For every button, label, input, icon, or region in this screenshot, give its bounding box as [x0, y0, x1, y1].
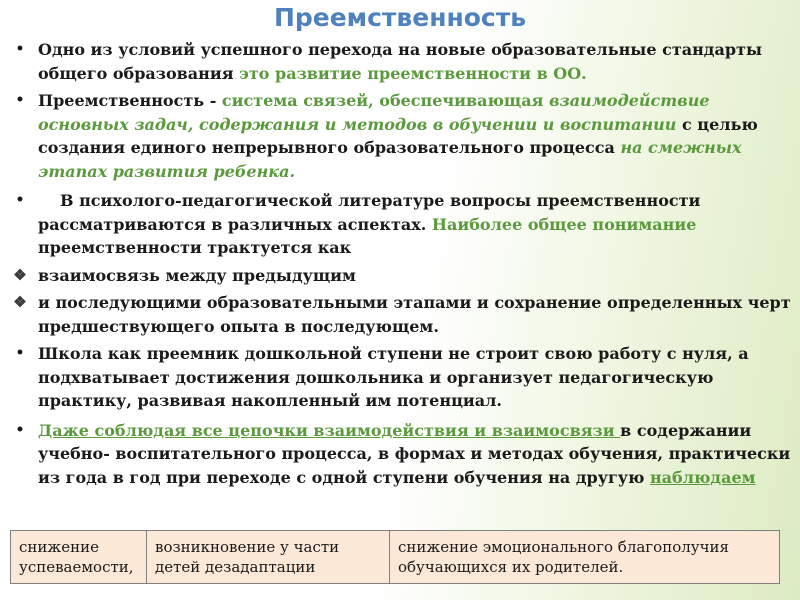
diamond-bullet-icon: ❖: [13, 265, 27, 284]
bullet-item-4: [10, 342, 800, 413]
slide-content: [10, 38, 800, 489]
diamond-item-2-text: и последующими образовательными этапами и сохранение определенных черт предшествующего опыта в последующем.: [38, 293, 791, 336]
bullet-icon: •: [15, 192, 25, 208]
bullet-item-3: [10, 189, 800, 260]
item-5-underlined: Даже соблюдая все цепочки взаимодействия и взаимосвязи: [38, 420, 621, 440]
diamond-item-2: [10, 291, 800, 338]
item-2-green: система связей, обеспечивающая: [221, 91, 549, 110]
item-4-text: Школа как преемник дошкольной ступени не строит свою работу с нуля, а подхватывает достижения дошкольника и организует педагогическую практику, развивая накопленный им потенциал.: [38, 344, 749, 410]
slide-title: Преемственность: [273, 3, 527, 32]
item-5-end: наблюдаем: [649, 467, 756, 487]
diamond-item-1-text: взаимосвязь между предыдущим: [38, 265, 356, 285]
consequences-table: [10, 530, 780, 584]
table-cell-1: снижение успеваемости,: [11, 531, 147, 584]
bullet-item-2: [10, 89, 800, 183]
item-3-text: В психолого-педагогической литературе вопросы преемственности рассматриваются в различных аспектах.: [38, 191, 701, 234]
bullet-icon: •: [15, 345, 25, 361]
item-2-text: с целью создания единого непрерывного образовательного процесса: [38, 114, 758, 157]
table-cell-2: возникновение у части детей дезадаптации: [147, 531, 390, 584]
item-2-lead: Преемственность -: [38, 91, 222, 110]
item-1-text: Одно из условий успешного перехода на новые образовательные стандарты общего образования: [38, 40, 762, 83]
bullet-icon: •: [15, 41, 25, 57]
bullet-icon: •: [15, 421, 25, 438]
diamond-item-1: [10, 264, 800, 288]
item-1-green-text: это развитие преемственности в ОО.: [239, 63, 587, 83]
diamond-bullet-icon: ❖: [13, 293, 27, 311]
item-3-green: Наиболее общее понимание: [431, 214, 697, 234]
bullet-item-1: [10, 38, 800, 85]
table-row: [11, 531, 780, 584]
bullet-item-5: [10, 419, 800, 490]
table-cell-3: снижение эмоционального благополучия обучающихся их родителей.: [390, 531, 780, 584]
item-3-text-2: преемственности трактуется как: [38, 238, 352, 257]
bullet-icon: •: [15, 92, 25, 108]
item-5-text: в содержании учебно- воспитательного процесса, в формах и методах обучения, практически из года в год при переходе с одной ступени обучения на другую: [38, 420, 791, 487]
item-2-italic-1: взаимодействие основных задач, содержания и методов в обучении и воспитании: [38, 91, 710, 134]
item-2-italic-2: на смежных этапах развития ребенка.: [38, 138, 742, 181]
